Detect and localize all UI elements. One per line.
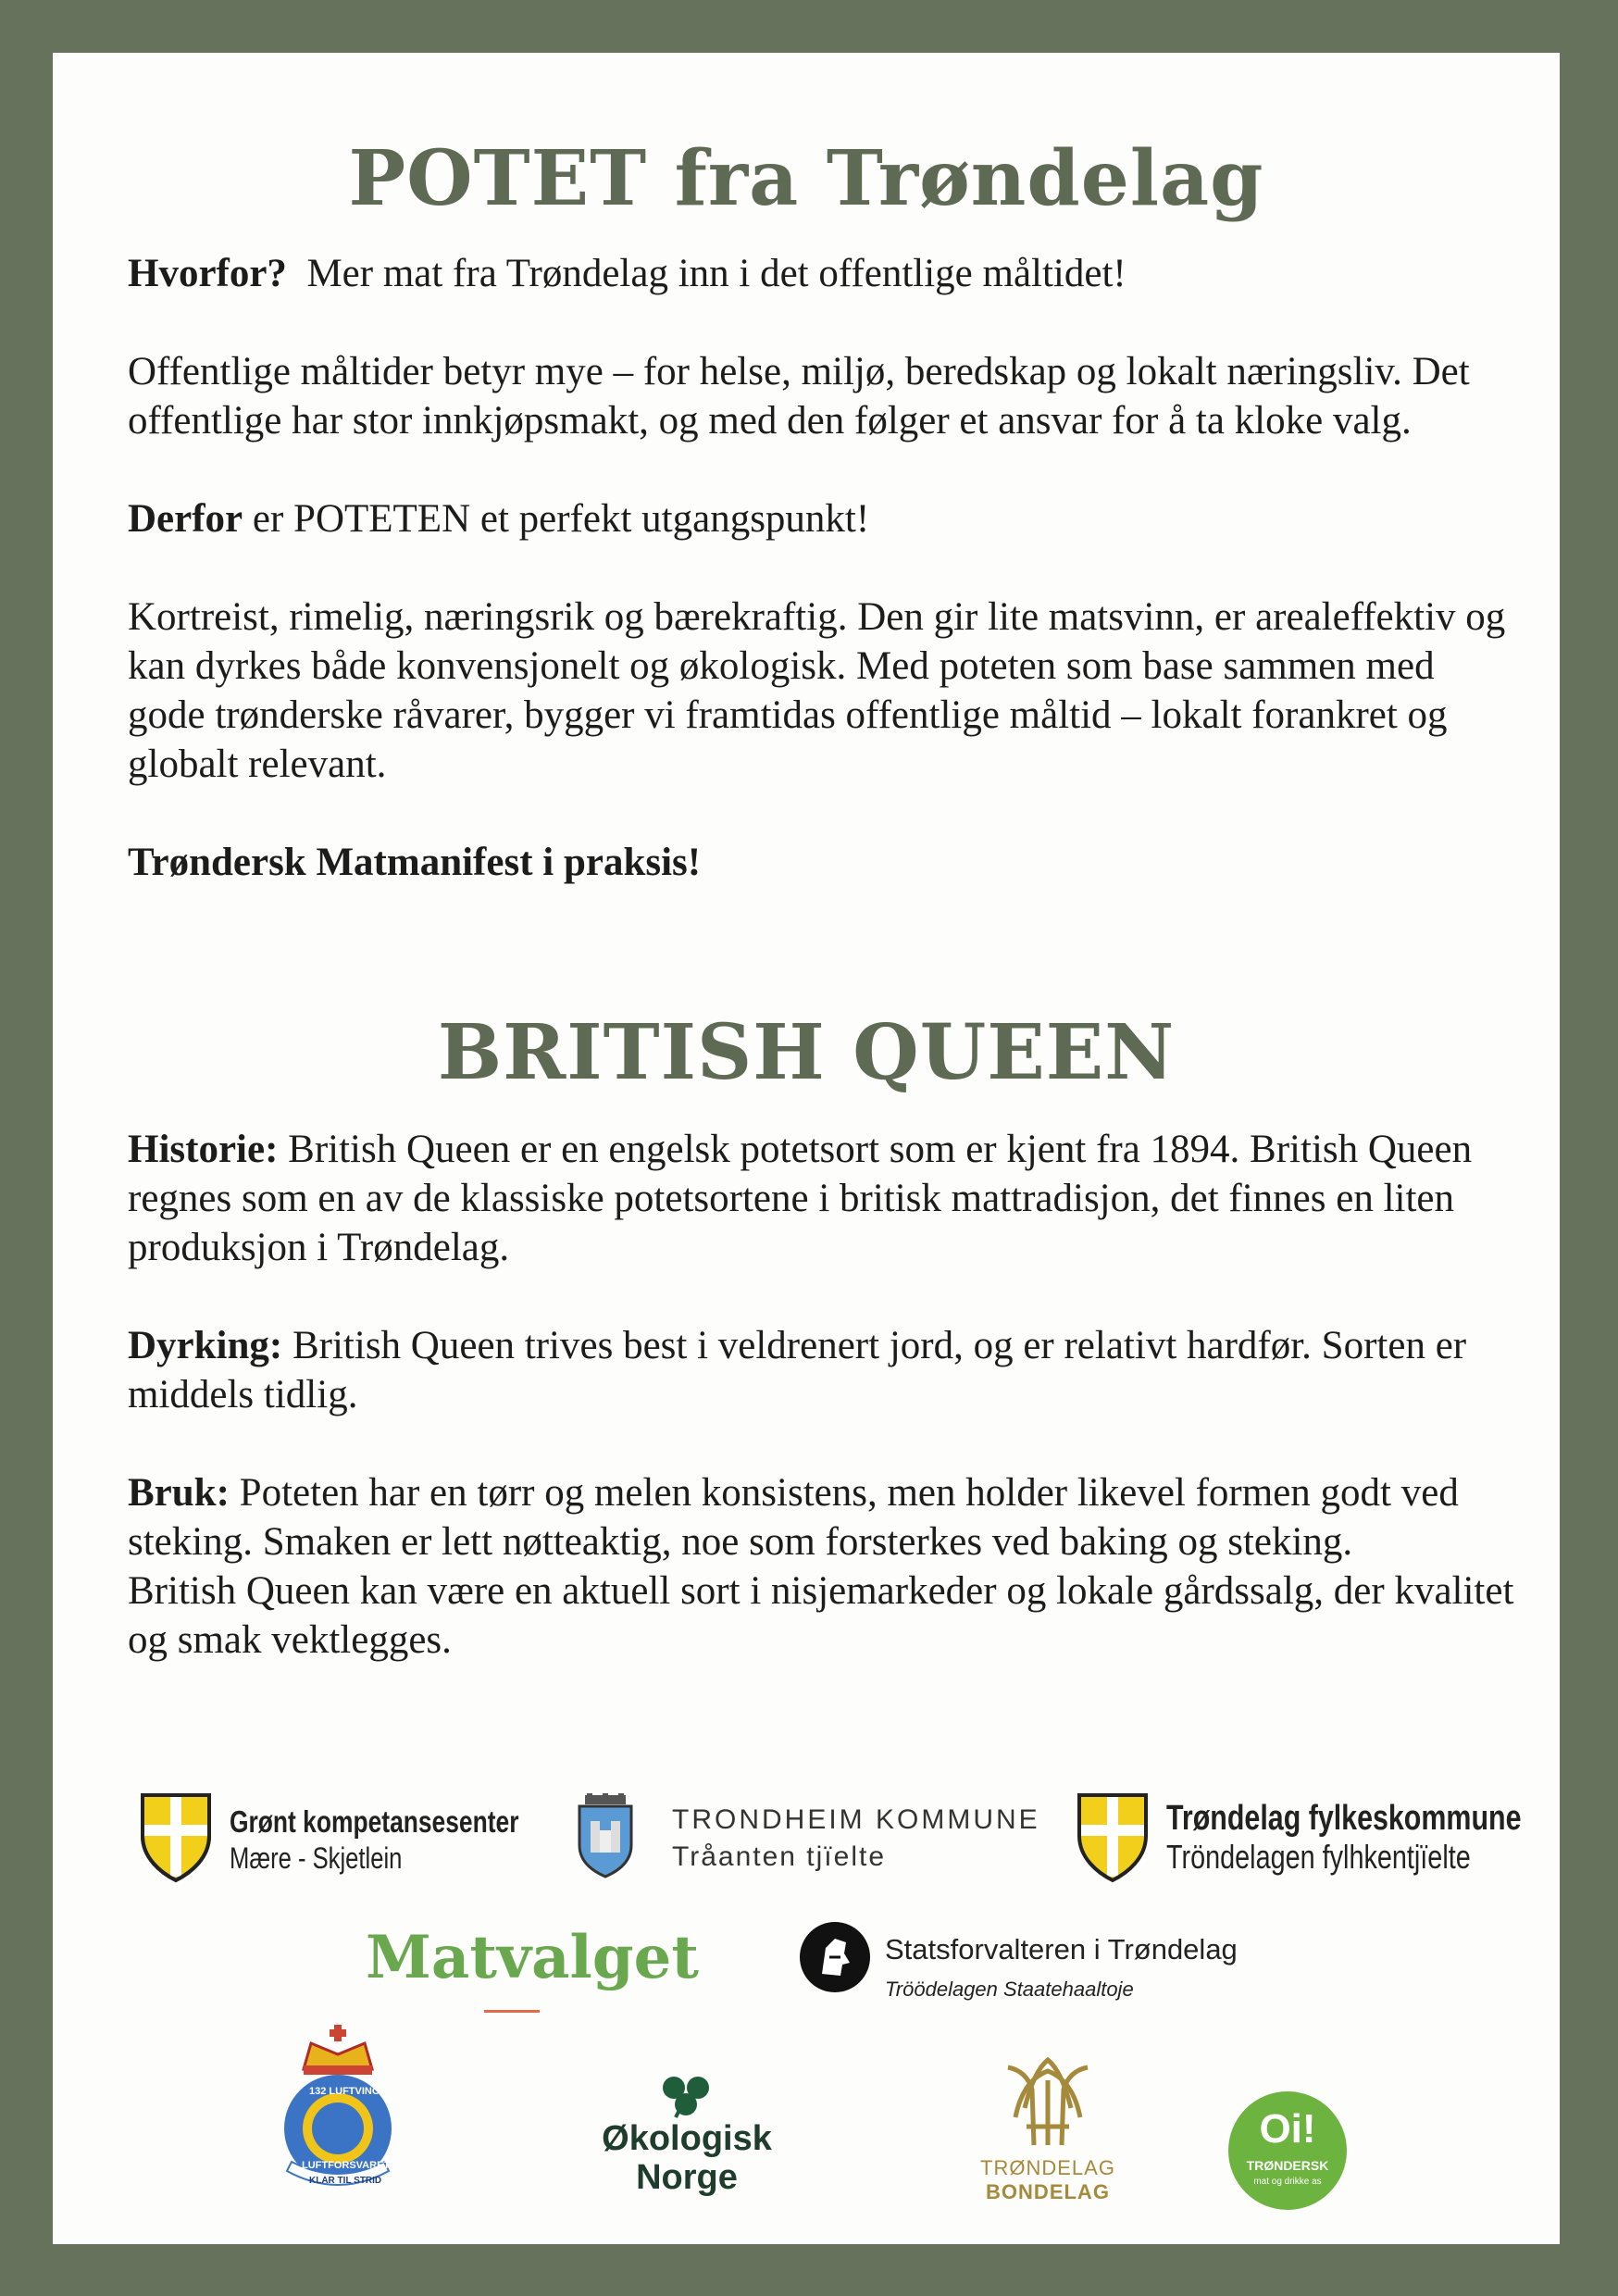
bruk-label: Bruk:: [128, 1471, 230, 1515]
bruk-paragraph-2: British Queen kan være en aktuell sort i nisjemarkeder og lokale gårdssalg, der kvalitet og smak vektlegges.: [128, 1569, 1514, 1662]
historie-label: Historie:: [128, 1128, 279, 1171]
logo-oi-trondersk: [1228, 2091, 1349, 2212]
lion-emblem-icon: [798, 1920, 872, 1994]
why-paragraph: [128, 249, 1516, 298]
logo-okologisk-norge: [576, 2069, 798, 2199]
bruk-paragraph: [128, 1468, 1516, 1566]
manifest-text: Trøndersk Matmanifest i praksis!: [128, 841, 702, 884]
derfor-label: Derfor: [128, 497, 243, 541]
logo-statsforvalteren: [798, 1920, 1316, 2022]
statsforvalter-line1: Statsforvalteren i Trøndelag: [885, 1933, 1238, 1965]
logo-trondelag-fylkeskommune: [1076, 1791, 1538, 1893]
section2-body: [128, 1125, 1516, 1714]
logo-trondheim-kommune: [576, 1793, 1076, 1895]
trondheim-coat-of-arms-icon: [576, 1793, 635, 1878]
statsforvalter-line2: Tröödelagen Staatehaaltoje: [885, 1978, 1134, 2001]
gronn-line2: Mære - Skjetlein: [230, 1841, 403, 1875]
oi-line1: TRØNDERSK: [1246, 2158, 1329, 2173]
logo-132-luftving: [268, 2023, 407, 2190]
intro-paragraph: Offentlige måltider betyr mye – for helse, miljø, beredskap og lokalt næringsliv. Det offentlige har stor innkjøpsmakt, og med den følger et ansvar for å ta kloke valg.: [128, 350, 1470, 443]
okologisk-line1: Økologisk: [602, 2119, 772, 2158]
matvalget-underline: [484, 2010, 540, 2013]
historie-paragraph: [128, 1125, 1516, 1272]
benefits-paragraph: Kortreist, rimelig, næringsrik og bærekraftig. Den gir lite matsvinn, er arealeffektiv og kan dyrkes både konvensjonelt og økologisk. Med poteten som base sammen med gode trønderske råvarer, bygger vi framtidas offentlige måltid – lokalt forankret og globalt relevant.: [128, 595, 1506, 786]
dyrking-label: Dyrking:: [128, 1324, 283, 1367]
wheat-sheaf-icon: [923, 2053, 1173, 2154]
oi-line2: mat og drikke as: [1253, 2177, 1322, 2187]
cross-shield-icon: [139, 1791, 213, 1884]
dyrking-paragraph: [128, 1321, 1516, 1419]
manifest-line: [128, 838, 1516, 887]
logo-matvalget: [366, 1923, 699, 2025]
luftving-top: 132 LUFTVING: [309, 2086, 380, 2097]
gronn-line1: Grønt kompetansesenter: [230, 1804, 519, 1839]
logo-gronn-kompetansesenter: [139, 1791, 519, 1893]
bruk-text: Poteten har en tørr og melen konsistens, men holder likevel formen godt ved steking. Smaken er lett nøtteaktig, noe som forsterkes ved baking og steking.: [128, 1471, 1459, 1564]
logo-trondelag-bondelag: [923, 2053, 1173, 2201]
okologisk-line2: Norge: [636, 2158, 738, 2197]
luftving-bottom: KLAR TIL STRID: [309, 2176, 382, 2186]
dyrking-text: British Queen trives best i veldrenert jord, og er relativt hardfør. Sorten er middels tidlig.: [128, 1324, 1467, 1416]
clover-leaf-icon: [576, 2069, 798, 2119]
trondheim-line2: Tråanten tjïelte: [672, 1841, 886, 1872]
fylke-line2: Tröndelagen fylhkentjïelte: [1166, 1838, 1471, 1876]
luftving-mid: LUFTFORSVARET: [302, 2160, 391, 2171]
page-title: POTET fra Trøndelag: [348, 134, 1264, 223]
historie-text: British Queen er en engelsk potetsort som er kjent fra 1894. British Queen regnes som en av de klassiske potetsortene i britisk mattradisjon, det finnes en liten produksjon i Trøndelag.: [128, 1128, 1473, 1269]
bondelag-line2: BONDELAG: [986, 2180, 1110, 2203]
bondelag-line1: TRØNDELAG: [980, 2156, 1115, 2179]
oi-mark: Oi!: [1259, 2106, 1316, 2152]
variety-title: BRITISH QUEEN: [437, 1008, 1176, 1097]
fylke-line1: Trøndelag fylkeskommune: [1166, 1799, 1522, 1838]
cross-shield-icon: [1076, 1791, 1150, 1884]
matvalget-wordmark: Matvalget: [366, 1923, 699, 1992]
trondheim-line1: TRONDHEIM KOMMUNE: [672, 1804, 1040, 1835]
derfor-text: er POTETEN et perfekt utgangspunkt!: [252, 497, 870, 541]
derfor-paragraph: [128, 494, 1516, 543]
why-label: Hvorfor?: [128, 252, 287, 295]
why-text: Mer mat fra Trøndelag inn i det offentlige måltidet!: [306, 252, 1126, 295]
poster-card: [53, 53, 1560, 2244]
section1-body: [128, 249, 1516, 936]
